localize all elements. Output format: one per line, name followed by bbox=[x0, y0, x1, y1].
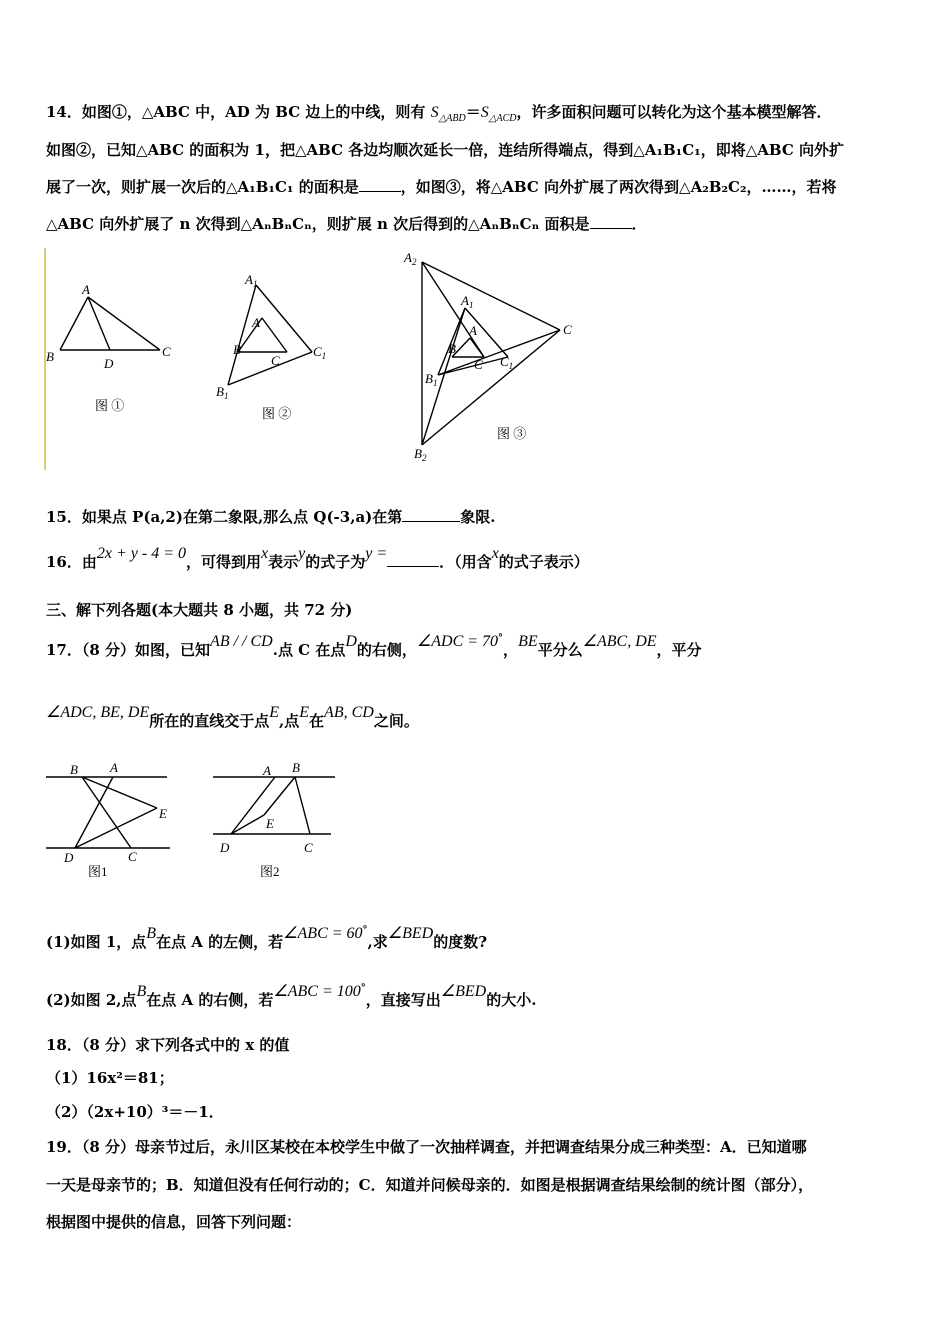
label-D: D bbox=[64, 850, 74, 865]
label-A: A bbox=[469, 323, 477, 338]
q14-line2: 如图②，已知△ABC 的面积为 1，把△ABC 各边均顺次延长一倍，连结所得端点，得到△A₁B₁C₁，即将△ABC 向外扩 bbox=[46, 141, 845, 159]
label-A: A bbox=[252, 315, 260, 330]
q18-title: 18．（8 分）求下列各式中的 x 的值 bbox=[46, 1036, 290, 1054]
q18-part2: （2）（2x+10）³＝－1． bbox=[46, 1103, 224, 1121]
s-acd: $S_{\triangle ACD}$ bbox=[480, 104, 517, 125]
label-B: B bbox=[46, 349, 54, 364]
label-B: B bbox=[70, 762, 78, 777]
label-B2: $B_2$ bbox=[414, 446, 427, 463]
s-abd: $S_{\triangle ABD}$ bbox=[430, 104, 466, 125]
label-E: E bbox=[266, 816, 274, 831]
fig-caption: 图 ① bbox=[95, 398, 125, 413]
q19-line3: 根据图中提供的信息，回答下列问题： bbox=[46, 1213, 302, 1231]
section-heading: 三、解下列各题(本大题共 8 小题，共 72 分) bbox=[46, 601, 353, 619]
label-A: A bbox=[110, 760, 118, 775]
equation: 2x + y - 4 = 0 bbox=[96, 545, 186, 562]
q17-part2: (2)如图 2,点B在点 A 的右侧，若∠ABC = 100°，直接写出∠BED的大小. bbox=[46, 983, 537, 1009]
label-A: A bbox=[263, 763, 271, 778]
q14-line3: 展了一次，则扩展一次后的△A₁B₁C₁ 的面积是 ，如图③，将△ABC 向外扩展了两次得到△A₂B₂C₂，……，若将 bbox=[46, 178, 837, 196]
q14-line1: 14．如图①，△ABC 中，AD 为 BC 边上的中线，则有 $S_{\triangle ABD}=S_{\triangle ACD}$，许多面积问题可以转化为这个基本模型解答． bbox=[46, 103, 832, 125]
fig-caption: 图1 bbox=[88, 864, 108, 879]
label-C1: $C_1$ bbox=[500, 354, 514, 371]
q17-line2: ∠ADC, BE, DE所在的直线交于点E,点E在AB, CD之间。 bbox=[46, 704, 419, 730]
q15: 15．如果点 P(a,2)在第二象限,那么点 Q(-3,a)在第 象限. bbox=[46, 508, 496, 526]
label-A1: $A_1$ bbox=[461, 293, 474, 310]
q19-line1: 19．（8 分）母亲节过后，永川区某校在本校学生中做了一次抽样调查，并把调查结果分成三种类型：A．已知道哪 bbox=[46, 1138, 807, 1156]
label-C: C bbox=[128, 849, 137, 864]
fig-caption: 图 ③ bbox=[497, 426, 527, 441]
label-B1: $B_1$ bbox=[216, 384, 229, 401]
q18-part1: （1）16x²＝81； bbox=[46, 1069, 174, 1087]
label-A: A bbox=[82, 282, 90, 297]
q14-line4: △ABC 向外扩展了 n 次得到△AₙBₙCₙ，则扩展 n 次后得到的△AₙBₙCₙ 面积是 ． bbox=[46, 215, 647, 233]
fig-caption: 图2 bbox=[260, 864, 280, 879]
label-C: C bbox=[271, 353, 280, 368]
label-C: C bbox=[304, 840, 313, 855]
fig-caption: 图 ② bbox=[262, 406, 292, 421]
label-D: D bbox=[104, 356, 114, 371]
label-B: B bbox=[448, 341, 456, 356]
q16: 16．由2x + y - 4 = 0，可得到用x表示y的式子为y = ．（用含x的式子表示） bbox=[46, 545, 589, 571]
label-B: B bbox=[233, 342, 241, 357]
label-C2: C bbox=[563, 322, 572, 337]
label-B1: $B_1$ bbox=[425, 371, 438, 388]
label-D: D bbox=[220, 840, 230, 855]
q17-part1: (1)如图 1，点B在点 A 的左侧，若∠ABC = 60°,求∠BED的度数? bbox=[46, 925, 488, 951]
label-C1: $C_1$ bbox=[313, 344, 327, 361]
label-C: C bbox=[474, 357, 483, 372]
label-A1: $A_1$ bbox=[245, 272, 258, 289]
q17-line1: 17．（8 分）如图，已知AB / / CD.点 C 在点D的右侧，∠ADC = 70°，BE平分么∠ABC, DE，平分 bbox=[46, 633, 702, 659]
label-C: C bbox=[162, 344, 171, 359]
q19-line2: 一天是母亲节的；B．知道但没有任何行动的；C．知道并问候母亲的．如图是根据调查结果绘制的统计图（部分）， bbox=[46, 1176, 814, 1194]
label-A2: $A_2$ bbox=[404, 250, 417, 267]
label-B: B bbox=[292, 760, 300, 775]
label-E: E bbox=[159, 806, 167, 821]
